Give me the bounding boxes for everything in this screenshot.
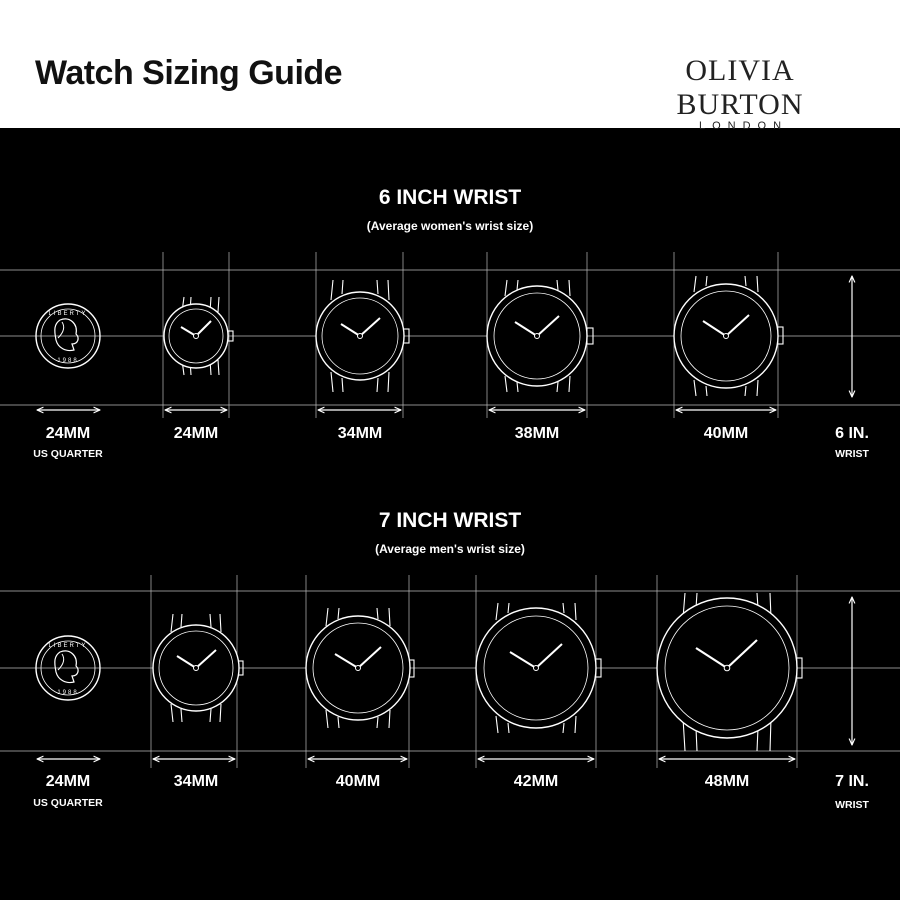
header	[0, 0, 900, 132]
watch-size-label: 42MM	[513, 773, 559, 790]
watch-size-label: 34MM	[173, 773, 219, 790]
brand-logo	[622, 54, 858, 132]
brand-subtitle: LONDON	[698, 120, 789, 132]
watch-size-label: 34MM	[337, 425, 383, 442]
brand-name: OLIVIA BURTON	[676, 54, 804, 121]
page-title: Watch Sizing Guide	[35, 54, 343, 92]
section-7-inch	[0, 509, 900, 811]
coin-year-text: 1988	[57, 690, 79, 696]
section-6-inch	[0, 186, 900, 460]
watch-size-label: 38MM	[514, 425, 560, 442]
wrist-label: WRIST	[835, 448, 869, 460]
wrist-size-label: 6 IN.	[835, 425, 869, 442]
watch-size-label: 24MM	[173, 425, 219, 442]
watch-48mm	[657, 593, 802, 751]
section-title: 6 INCH WRIST	[378, 186, 522, 209]
section-title: 7 INCH WRIST	[378, 509, 522, 532]
watch-size-label: 48MM	[704, 773, 750, 790]
section-subtitle: (Average women's wrist size)	[366, 219, 534, 233]
coin-size-label: 24MM	[45, 425, 91, 442]
size-labels	[33, 425, 869, 460]
coin-size-label: 24MM	[45, 773, 91, 790]
watch-42mm	[476, 603, 601, 733]
wrist-size-label: 7 IN.	[835, 773, 869, 790]
watch-34mm	[316, 280, 409, 392]
watch-size-label: 40MM	[703, 425, 749, 442]
watch-size-label: 40MM	[335, 773, 381, 790]
sizing-diagram	[0, 128, 900, 900]
size-labels	[33, 773, 869, 811]
watch-24mm	[164, 297, 233, 375]
coin-year-text: 1988	[57, 358, 79, 364]
wrist-label: WRIST	[835, 799, 869, 811]
coin-top-text: LIBERTY	[48, 311, 88, 317]
section-subtitle: (Average men's wrist size)	[375, 542, 525, 556]
watch-40mm	[306, 608, 414, 728]
coin-name-label: US QUARTER	[33, 448, 103, 460]
watch-40mm	[674, 276, 783, 396]
coin-name-label: US QUARTER	[33, 797, 103, 809]
watch-38mm	[487, 280, 593, 392]
watch-34mm	[153, 614, 243, 722]
coin-top-text: LIBERTY	[48, 643, 88, 649]
